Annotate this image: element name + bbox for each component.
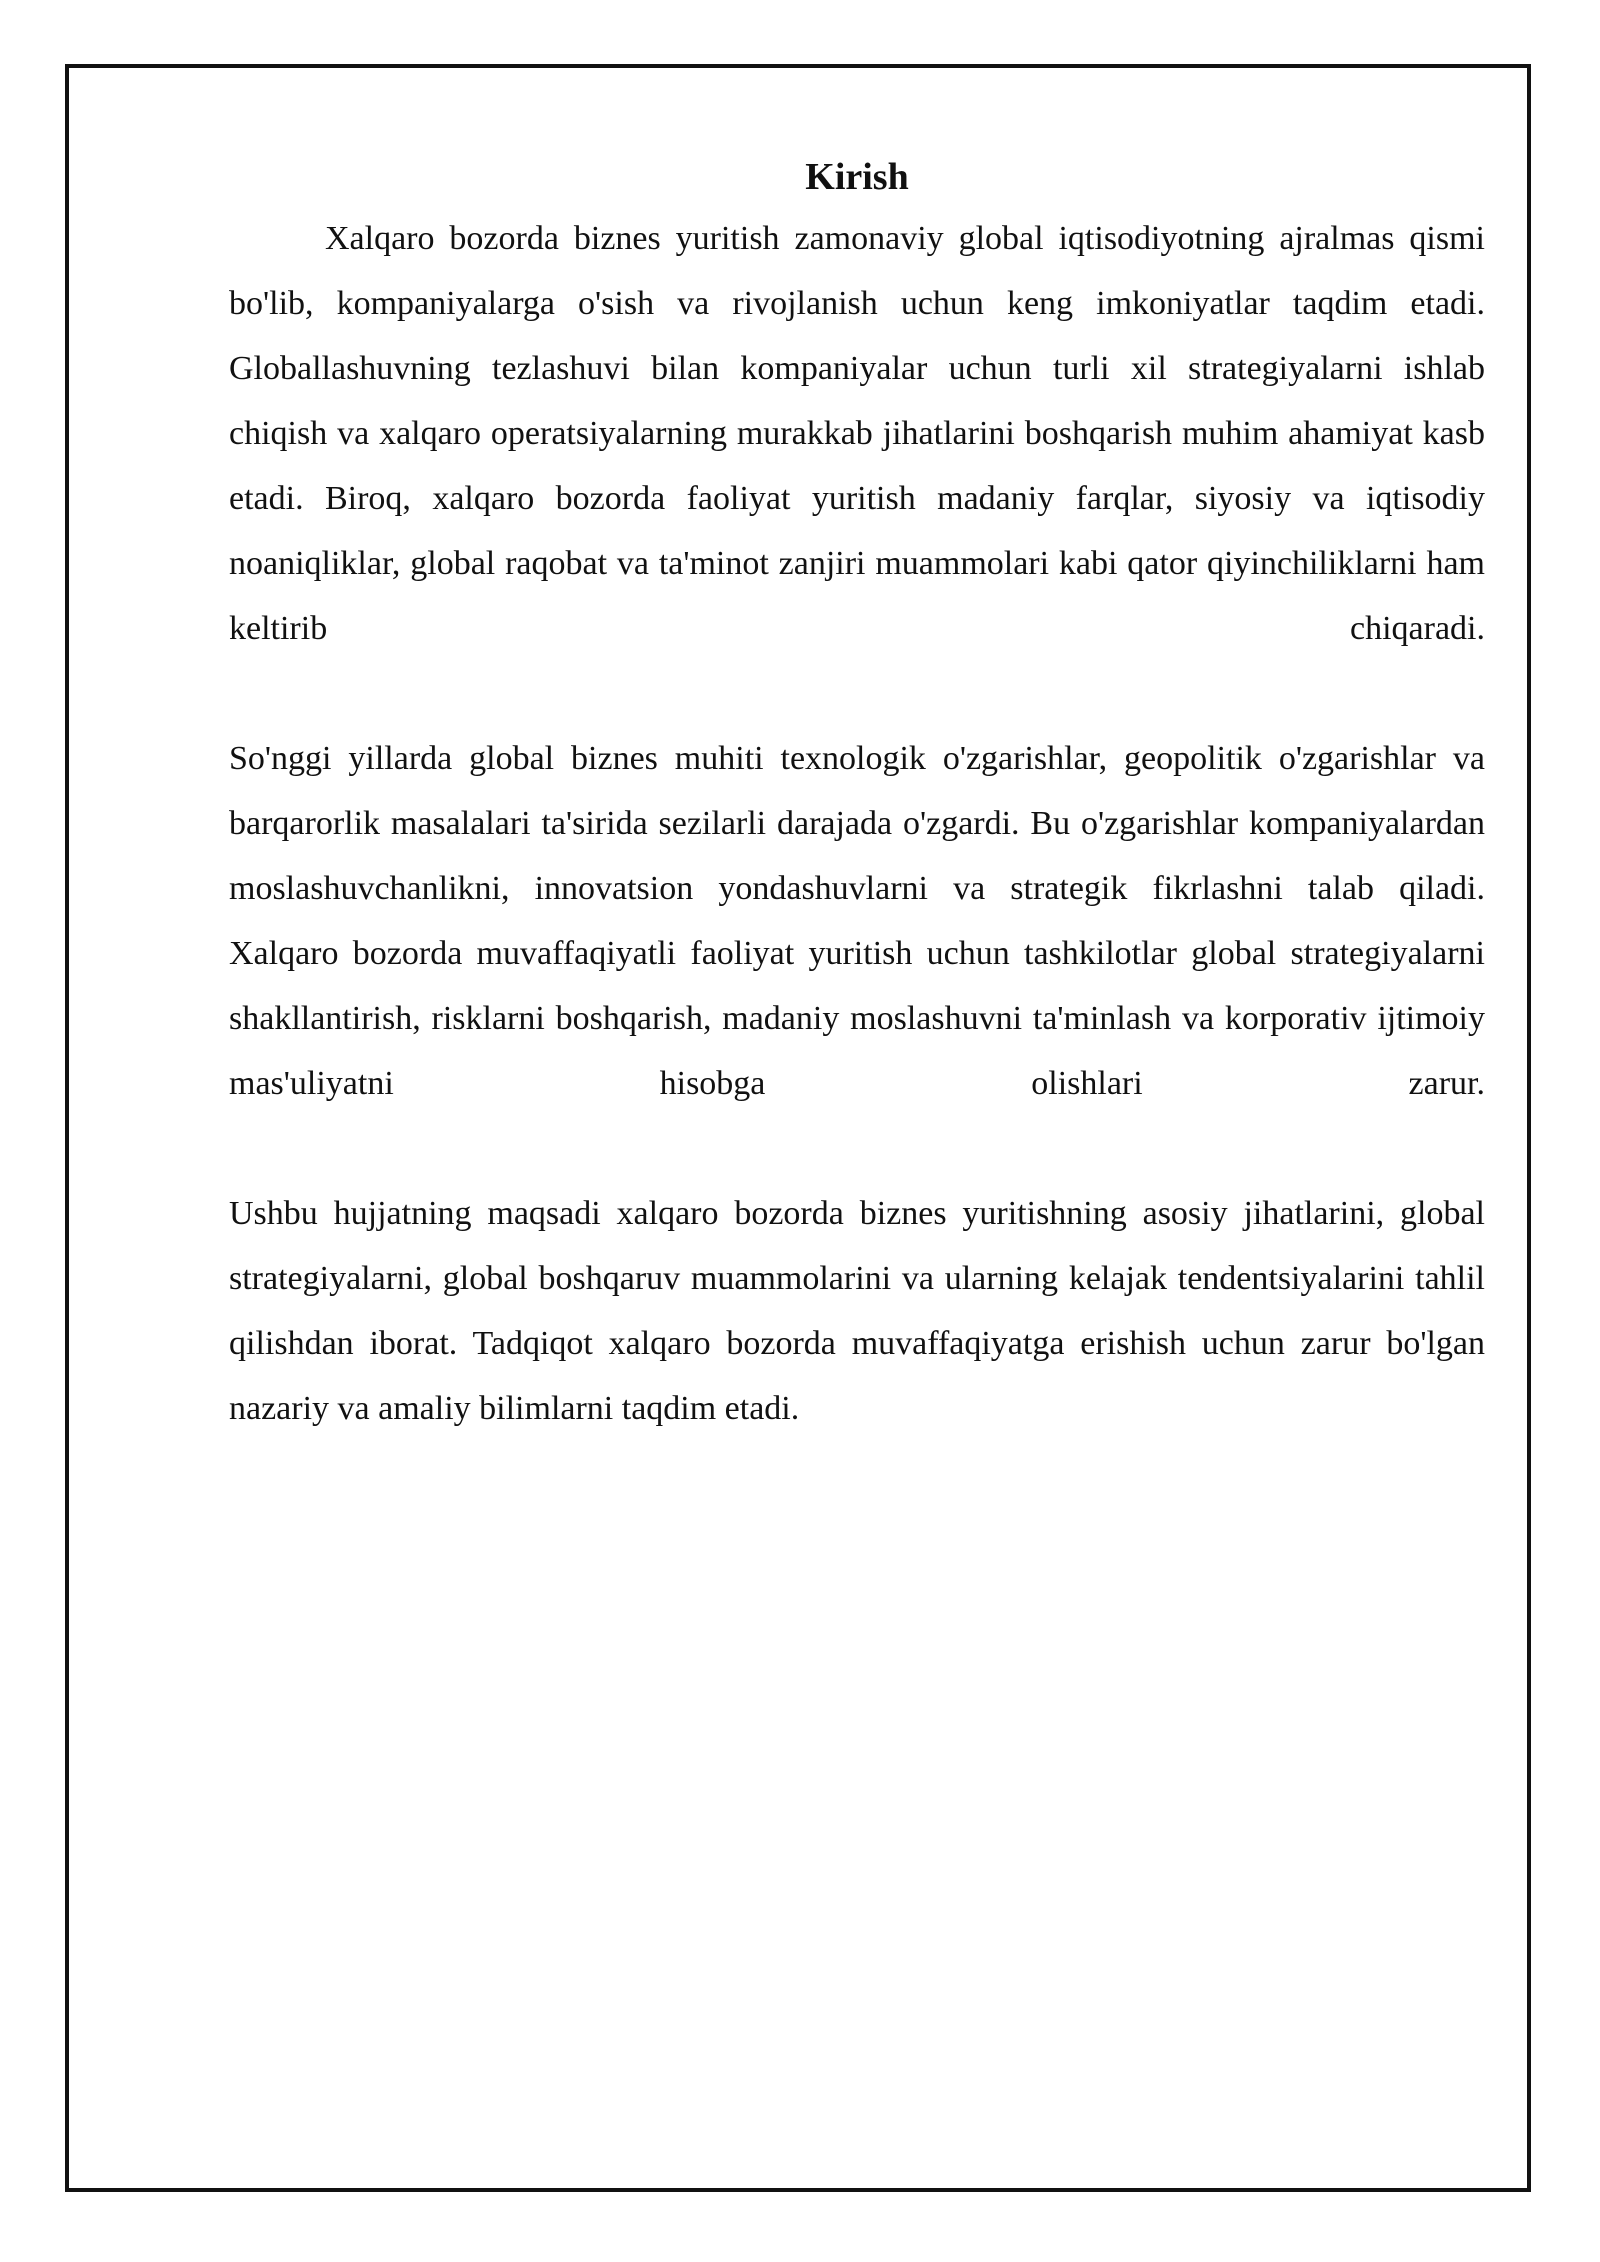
paragraph-spacer	[229, 1116, 1485, 1181]
page-title: Kirish	[805, 156, 909, 198]
paragraph-spacer	[229, 661, 1485, 726]
paragraph-context: So'nggi yillarda global biznes muhiti texnologik o'zgarishlar, geopolitik o'zgarishlar va barqarorlik masalalari ta'sirida sezilarli darajada o'zgardi. Bu o'zgarishlar kompaniyalardan moslashuvchanlikni, innovatsion yondashuvlarni va strategik fikrlashni talab qiladi. Xalqaro bozorda muvaffaqiyatli faoliyat yuritish uchun tashkilotlar global strategiyalarni shakllantirish, risklarni boshqarish, madaniy moslashuvni ta'minlash va korporativ ijtimoiy mas'uliyatni hisobga olishlari zarur.	[229, 740, 1485, 1102]
paragraph-purpose: Ushbu hujjatning maqsadi xalqaro bozorda biznes yuritishning asosiy jihatlarini, global strategiyalarni, global boshqaruv muammolarini va ularning kelajak tendentsiyalarini tahlil qilishdan iborat. Tadqiqot xalqaro bozorda muvaffaqiyatga erishish uchun zarur bo'lgan nazariy va amaliy bilimlarni taqdim etadi.	[229, 1195, 1485, 1427]
paragraph-intro: Xalqaro bozorda biznes yuritish zamonaviy global iqtisodiyotning ajralmas qismi bo'lib, kompaniyalarga o'sish va rivojlanish uchun keng imkoniyatlar taqdim etadi. Globallashuvning tezlashuvi bilan kompaniyalar uchun turli xil strategiyalarni ishlab chiqish va xalqaro operatsiyalarning murakkab jihatlarini boshqarish muhim ahamiyat kasb etadi. Biroq, xalqaro bozorda faoliyat yuritish madaniy farqlar, siyosiy va iqtisodiy noaniqliklar, global raqobat va ta'minot zanjiri muammolari kabi qator qiyinchiliklarni ham keltirib chiqaradi.	[229, 220, 1485, 647]
document-body	[229, 150, 1485, 1441]
